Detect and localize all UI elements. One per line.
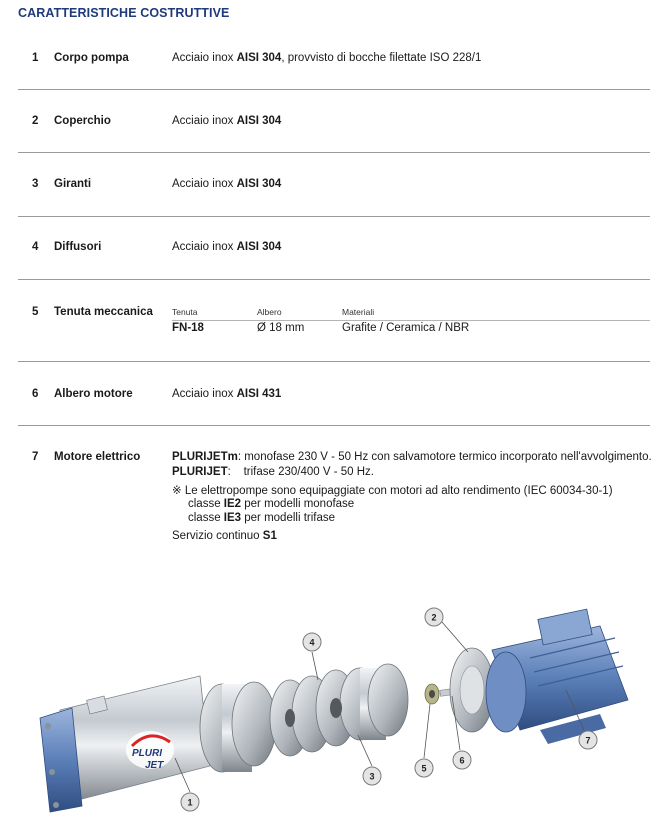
spec-row-albero-motore xyxy=(18,388,650,408)
svg-text:4: 4 xyxy=(309,637,315,648)
svg-text:1: 1 xyxy=(187,797,193,808)
svg-text:3: 3 xyxy=(369,771,375,782)
callout-7 xyxy=(579,731,597,749)
motor-note: ※ Le elettropompe sono equipaggiate con motori ad alto rendimento (IEC 60034-30-1) xyxy=(172,485,613,497)
motor-class-ie3: classe IE3 per modelli trifase xyxy=(188,512,336,524)
row-label: Tenuta meccanica xyxy=(54,306,153,318)
exploded-pump-illustration xyxy=(0,580,672,830)
svg-text:6: 6 xyxy=(459,755,465,766)
seal-value-tenuta: FN-18 xyxy=(172,322,204,334)
row-value: Acciaio inox AISI 304 xyxy=(172,241,282,253)
seal-value-albero: Ø 18 mm xyxy=(257,322,305,334)
seal-header-materiali: Materiali xyxy=(342,307,375,317)
callout-1 xyxy=(181,793,199,811)
spec-row-corpo-pompa xyxy=(18,52,650,72)
row-number: 7 xyxy=(32,451,39,463)
row-divider xyxy=(18,152,650,153)
row-label: Albero motore xyxy=(54,388,133,400)
svg-text:JET: JET xyxy=(145,760,164,771)
row-divider xyxy=(18,361,650,362)
callout-5 xyxy=(415,759,433,777)
spec-row-diffusori xyxy=(18,241,650,261)
seal-header-albero: Albero xyxy=(257,307,282,317)
row-number: 3 xyxy=(32,178,39,190)
row-label: Coperchio xyxy=(54,115,111,127)
mechanical-seal-part xyxy=(425,684,439,704)
seal-header-tenuta: Tenuta xyxy=(172,307,198,317)
motor-class-ie2: classe IE2 per modelli monofase xyxy=(188,498,355,510)
callout-2 xyxy=(425,608,443,626)
motor-line-monofase: PLURIJETm: monofase 230 V - 50 Hz con salvamotore termico incorporato nell'avvolgimento. xyxy=(172,451,652,463)
row-label: Motore elettrico xyxy=(54,451,141,463)
svg-text:5: 5 xyxy=(421,763,427,774)
motor-line-trifase: PLURIJET: trifase 230/400 V - 50 Hz. xyxy=(172,466,374,478)
callout-6 xyxy=(453,751,471,769)
row-value: Acciaio inox AISI 304 xyxy=(172,178,282,190)
row-divider xyxy=(18,425,650,426)
row-label: Diffusori xyxy=(54,241,102,253)
row-number: 6 xyxy=(32,388,39,400)
seal-header-divider xyxy=(172,320,650,321)
svg-text:2: 2 xyxy=(431,612,437,623)
motor-duty: Servizio continuo S1 xyxy=(172,530,277,542)
electric-motor-part xyxy=(486,609,628,744)
row-divider xyxy=(18,216,650,217)
row-divider xyxy=(18,89,650,90)
row-number: 2 xyxy=(32,115,39,127)
row-value: Acciaio inox AISI 431 xyxy=(172,388,282,400)
section-title: CARATTERISTICHE COSTRUTTIVE xyxy=(18,6,230,20)
pump-body-part xyxy=(40,676,210,812)
seal-value-materiali: Grafite / Ceramica / NBR xyxy=(342,322,470,334)
row-value: Acciaio inox AISI 304, provvisto di bocche filettate ISO 228/1 xyxy=(172,52,482,64)
callout-3 xyxy=(363,767,381,785)
spec-row-coperchio xyxy=(18,115,650,135)
spec-row-giranti xyxy=(18,178,650,198)
row-label: Corpo pompa xyxy=(54,52,129,64)
row-number: 5 xyxy=(32,306,39,318)
row-number: 1 xyxy=(32,52,39,64)
svg-text:7: 7 xyxy=(585,735,591,746)
row-label: Giranti xyxy=(54,178,92,190)
row-divider xyxy=(18,279,650,280)
row-value: Acciaio inox AISI 304 xyxy=(172,115,282,127)
impeller-diffuser-stages xyxy=(200,664,408,772)
row-number: 4 xyxy=(32,241,39,253)
callout-4 xyxy=(303,633,321,651)
svg-text:PLURI: PLURI xyxy=(132,748,162,759)
